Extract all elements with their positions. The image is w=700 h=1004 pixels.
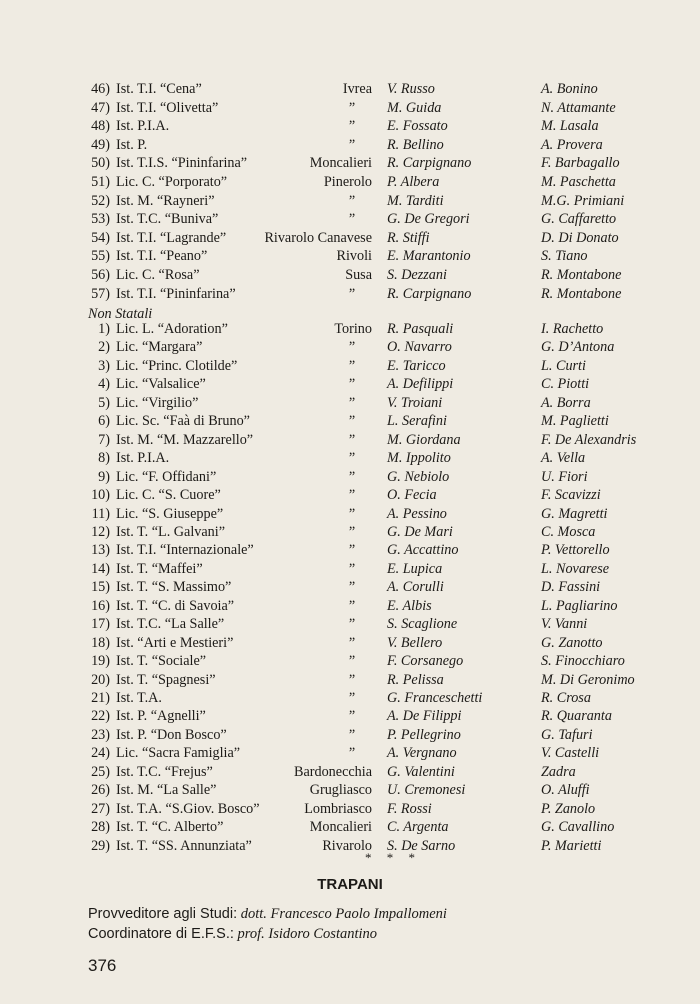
city-name: Rivoli bbox=[336, 248, 372, 265]
section-title: TRAPANI bbox=[317, 876, 383, 893]
person-name-second-column: M. Paschetta bbox=[541, 174, 616, 190]
person-name-second-column: V. Castelli bbox=[541, 745, 600, 762]
city-ditto-mark: ” bbox=[348, 671, 356, 688]
person-name-second-column: D. Di Donato bbox=[541, 229, 619, 246]
school-name: Ist. T.I. “Pininfarina” bbox=[116, 285, 236, 302]
section-separator: * * * bbox=[365, 850, 421, 865]
coordinatore-label: Coordinatore di E.F.S.: bbox=[88, 926, 234, 942]
row-number: 21) bbox=[91, 690, 110, 706]
person-name-first-column: G. De Gregori bbox=[387, 211, 470, 228]
person-name-first-column: V. Troiani bbox=[387, 394, 443, 411]
school-name: Ist. T.A. “S.Giov. Bosco” bbox=[116, 800, 260, 817]
table-row bbox=[0, 247, 700, 265]
school-name: Lic. “Sacra Famiglia” bbox=[116, 745, 241, 762]
row-number: 3) bbox=[98, 357, 110, 374]
person-name-first-column: A. Vergnano bbox=[387, 745, 457, 762]
person-name-second-column: L. Pagliarino bbox=[541, 597, 618, 614]
city-ditto-mark: ” bbox=[348, 376, 356, 393]
person-name-first-column: G. Valentini bbox=[387, 763, 455, 780]
row-number: 22) bbox=[91, 708, 110, 725]
city-ditto-mark: ” bbox=[348, 211, 356, 228]
table-row bbox=[0, 763, 700, 781]
school-name: Lic. Sc. “Faà di Bruno” bbox=[116, 413, 250, 430]
city-ditto-mark: ” bbox=[348, 690, 356, 706]
school-name: Ist. T. “S. Massimo” bbox=[116, 579, 232, 596]
person-name-first-column: E. Marantonio bbox=[387, 248, 471, 265]
person-name-first-column: E. Albis bbox=[387, 597, 432, 614]
city-ditto-mark: ” bbox=[348, 468, 356, 485]
city-ditto-mark: ” bbox=[348, 394, 356, 411]
school-name: Ist. T. “SS. Annunziata” bbox=[116, 837, 252, 854]
person-name-first-column: C. Argenta bbox=[387, 819, 449, 836]
city-ditto-mark: ” bbox=[348, 450, 356, 467]
row-number: 26) bbox=[91, 782, 110, 799]
school-name: Ist. P. “Agnelli” bbox=[116, 708, 206, 725]
person-name-first-column: F. Rossi bbox=[387, 800, 432, 817]
person-name-first-column: E. Fossato bbox=[387, 118, 448, 135]
school-name: Ist. T.I.S. “Pininfarina” bbox=[116, 155, 248, 172]
city-ditto-mark: ” bbox=[348, 726, 356, 743]
city-name: Moncalieri bbox=[309, 819, 372, 836]
person-name-second-column: V. Vanni bbox=[541, 616, 588, 633]
row-number: 52) bbox=[91, 192, 110, 209]
city-name: Rivarolo Canavese bbox=[264, 229, 372, 246]
person-name-second-column: F. Scavizzi bbox=[541, 487, 601, 504]
table-row bbox=[0, 117, 700, 135]
school-name: Lic. “Princ. Clotilde” bbox=[116, 357, 238, 374]
row-number: 13) bbox=[91, 542, 110, 559]
row-number: 4) bbox=[98, 376, 110, 393]
person-name-second-column: Zadra bbox=[541, 763, 576, 780]
school-name: Ist. T.C. “Frejus” bbox=[116, 763, 213, 780]
person-name-second-column: M. Lasala bbox=[541, 118, 599, 135]
table-row bbox=[0, 375, 700, 393]
page-number: 376 bbox=[88, 956, 117, 975]
row-number: 20) bbox=[91, 671, 110, 688]
person-name-second-column: G. Cavallino bbox=[541, 819, 615, 836]
person-name-first-column: O. Fecia bbox=[387, 487, 437, 504]
row-number: 5) bbox=[98, 394, 110, 411]
table-row bbox=[0, 689, 700, 707]
person-name-first-column: S. Scaglione bbox=[387, 616, 458, 633]
person-name-second-column: G. Tafuri bbox=[541, 726, 593, 743]
row-number: 46) bbox=[91, 81, 110, 97]
person-name-second-column: N. Attamante bbox=[541, 99, 616, 116]
person-name-second-column: A. Vella bbox=[541, 450, 586, 467]
person-name-second-column: P. Vettorello bbox=[541, 542, 610, 559]
person-name-first-column: V. Russo bbox=[387, 81, 435, 97]
table-row bbox=[0, 726, 700, 744]
person-name-second-column: F. De Alexandris bbox=[541, 431, 637, 448]
city-ditto-mark: ” bbox=[348, 487, 356, 504]
city-ditto-mark: ” bbox=[348, 560, 356, 577]
school-name: Lic. C. “Porporato” bbox=[116, 174, 228, 190]
school-name: Lic. L. “Adoration” bbox=[116, 321, 228, 337]
row-number: 10) bbox=[91, 487, 110, 504]
person-name-first-column: U. Cremonesi bbox=[387, 782, 466, 799]
city-ditto-mark: ” bbox=[348, 708, 356, 725]
city-name: Lombriasco bbox=[304, 800, 372, 817]
row-number: 48) bbox=[91, 118, 110, 135]
table-row bbox=[0, 99, 700, 117]
school-name: Ist. T.I. “Cena” bbox=[116, 81, 202, 97]
row-number: 15) bbox=[91, 579, 110, 596]
city-ditto-mark: ” bbox=[348, 339, 356, 356]
school-name: Ist. T.I. “Internazionale” bbox=[116, 542, 254, 559]
row-number: 23) bbox=[91, 726, 110, 743]
table-row bbox=[0, 80, 700, 98]
person-name-first-column: G. Nebiolo bbox=[387, 468, 450, 485]
table-row bbox=[0, 744, 700, 762]
city-name: Bardonecchia bbox=[294, 763, 372, 780]
person-name-second-column: G. Zanotto bbox=[541, 634, 603, 651]
table-row bbox=[0, 597, 700, 615]
city-name: Moncalieri bbox=[309, 155, 372, 172]
school-name: Ist. T. “C. di Savoia” bbox=[116, 597, 235, 614]
row-number: 57) bbox=[91, 285, 110, 302]
table-row bbox=[0, 154, 700, 172]
school-name: Ist. M. “Rayneri” bbox=[116, 192, 215, 209]
city-name: Torino bbox=[334, 321, 372, 337]
provveditore-label: Provveditore agli Studi: bbox=[88, 906, 238, 922]
city-ditto-mark: ” bbox=[348, 597, 356, 614]
table-row bbox=[0, 229, 700, 247]
person-name-first-column: G. De Mari bbox=[387, 523, 453, 540]
person-name-second-column: U. Fiori bbox=[541, 468, 588, 485]
person-name-first-column: M. Tarditi bbox=[387, 192, 444, 209]
person-name-second-column: R. Montabone bbox=[541, 267, 622, 283]
school-name: Lic. “Margara” bbox=[116, 339, 203, 356]
table-row bbox=[0, 266, 700, 284]
row-number: 24) bbox=[91, 745, 110, 762]
school-name: Ist. P. bbox=[116, 136, 148, 153]
row-number: 55) bbox=[91, 248, 110, 265]
row-number: 56) bbox=[91, 267, 110, 283]
city-ditto-mark: ” bbox=[348, 99, 356, 116]
table-row bbox=[0, 541, 700, 559]
school-name: Ist. “Arti e Mestieri” bbox=[116, 634, 234, 651]
person-name-first-column: S. Dezzani bbox=[387, 267, 447, 283]
school-name: Ist. T. “Maffei” bbox=[116, 560, 203, 577]
school-name: Ist. T.C. “Buniva” bbox=[116, 211, 219, 228]
row-number: 25) bbox=[91, 763, 110, 780]
row-number: 29) bbox=[91, 837, 110, 854]
person-name-second-column: M.G. Primiani bbox=[541, 192, 625, 209]
row-number: 7) bbox=[98, 431, 110, 448]
city-name: Ivrea bbox=[342, 81, 372, 97]
person-name-first-column: P. Albera bbox=[387, 174, 440, 190]
table-row bbox=[0, 412, 700, 430]
table-row bbox=[0, 818, 700, 836]
table-row bbox=[0, 560, 700, 578]
table-row bbox=[0, 210, 700, 228]
table-row bbox=[0, 671, 700, 689]
row-number: 51) bbox=[91, 174, 110, 190]
table-row bbox=[0, 285, 700, 303]
person-name-first-column: R. Stiffi bbox=[387, 229, 430, 246]
table-row bbox=[0, 173, 700, 191]
person-name-first-column: A. Defilippi bbox=[387, 376, 454, 393]
person-name-second-column: L. Novarese bbox=[541, 560, 610, 577]
row-number: 6) bbox=[98, 413, 110, 430]
school-name: Ist. T.I. “Olivetta” bbox=[116, 99, 219, 116]
table-row bbox=[0, 800, 700, 818]
school-name: Ist. T.A. bbox=[116, 690, 162, 706]
person-name-second-column: L. Curti bbox=[541, 357, 586, 374]
school-name: Ist. P.I.A. bbox=[116, 450, 170, 467]
person-name-second-column: S. Finocchiaro bbox=[541, 653, 625, 670]
city-name: Susa bbox=[345, 267, 372, 283]
person-name-first-column: S. De Sarno bbox=[387, 837, 456, 854]
table-row bbox=[0, 136, 700, 154]
table-row bbox=[0, 431, 700, 449]
person-name-first-column: L. Serafini bbox=[387, 413, 447, 430]
school-name: Ist. T.I. “Lagrande” bbox=[116, 229, 227, 246]
city-ditto-mark: ” bbox=[348, 542, 356, 559]
city-ditto-mark: ” bbox=[348, 579, 356, 596]
school-name: Lic. “F. Offidani” bbox=[116, 468, 217, 485]
table-row bbox=[0, 523, 700, 541]
city-name: Rivarolo bbox=[322, 837, 372, 854]
city-ditto-mark: ” bbox=[348, 285, 356, 302]
person-name-second-column: A. Borra bbox=[541, 394, 591, 411]
city-ditto-mark: ” bbox=[348, 136, 356, 153]
school-name: Lic. “Virgilio” bbox=[116, 394, 199, 411]
table-row bbox=[0, 634, 700, 652]
school-name: Lic. C. “S. Cuore” bbox=[116, 487, 221, 504]
person-name-first-column: M. Ippolito bbox=[387, 450, 451, 467]
row-number: 19) bbox=[91, 653, 110, 670]
row-number: 27) bbox=[91, 800, 110, 817]
coordinatore-value: prof. Isidoro Costantino bbox=[237, 926, 378, 942]
row-number: 16) bbox=[91, 597, 110, 614]
school-name: Ist. P.I.A. bbox=[116, 118, 170, 135]
person-name-first-column: M. Guida bbox=[387, 99, 442, 116]
table-row bbox=[0, 468, 700, 486]
person-name-first-column: G. Franceschetti bbox=[387, 690, 483, 706]
city-ditto-mark: ” bbox=[348, 505, 356, 522]
person-name-second-column: D. Fassini bbox=[541, 579, 601, 596]
person-name-first-column: M. Giordana bbox=[387, 431, 461, 448]
city-ditto-mark: ” bbox=[348, 357, 356, 374]
city-ditto-mark: ” bbox=[348, 118, 356, 135]
person-name-first-column: O. Navarro bbox=[387, 339, 452, 356]
person-name-second-column: C. Piotti bbox=[541, 376, 590, 393]
table-row bbox=[0, 781, 700, 799]
table-row bbox=[0, 357, 700, 375]
person-name-first-column: R. Carpignano bbox=[387, 155, 472, 172]
person-name-second-column: R. Quaranta bbox=[541, 708, 612, 725]
row-number: 54) bbox=[91, 229, 110, 246]
table-row bbox=[0, 707, 700, 725]
non-statali-heading: Non Statali bbox=[88, 306, 153, 322]
person-name-first-column: R. Pasquali bbox=[387, 321, 454, 337]
person-name-first-column: P. Pellegrino bbox=[387, 726, 461, 743]
table-row bbox=[0, 578, 700, 596]
city-ditto-mark: ” bbox=[348, 431, 356, 448]
school-name: Ist. T. “L. Galvani” bbox=[116, 523, 225, 540]
person-name-second-column: G. Caffaretto bbox=[541, 211, 617, 228]
person-name-first-column: E. Lupica bbox=[387, 560, 443, 577]
person-name-first-column: A. De Filippi bbox=[387, 708, 462, 725]
person-name-second-column: P. Marietti bbox=[541, 837, 602, 854]
person-name-second-column: G. D’Antona bbox=[541, 339, 615, 356]
city-name: Grugliasco bbox=[309, 782, 372, 799]
person-name-second-column: O. Aluffi bbox=[541, 782, 590, 799]
person-name-second-column: A. Bonino bbox=[541, 81, 598, 97]
person-name-first-column: A. Corulli bbox=[387, 579, 444, 596]
row-number: 17) bbox=[91, 616, 110, 633]
school-name: Ist. T. “C. Alberto” bbox=[116, 819, 224, 836]
row-number: 12) bbox=[91, 523, 110, 540]
school-name: Ist. T. “Sociale” bbox=[116, 653, 207, 670]
person-name-second-column: C. Mosca bbox=[541, 523, 596, 540]
city-ditto-mark: ” bbox=[348, 616, 356, 633]
school-name: Ist. T.I. “Peano” bbox=[116, 248, 208, 265]
row-number: 11) bbox=[91, 505, 110, 522]
city-ditto-mark: ” bbox=[348, 523, 356, 540]
person-name-first-column: V. Bellero bbox=[387, 634, 443, 651]
person-name-first-column: R. Carpignano bbox=[387, 285, 472, 302]
city-ditto-mark: ” bbox=[348, 653, 356, 670]
person-name-second-column: I. Rachetto bbox=[541, 321, 604, 337]
person-name-first-column: G. Accattino bbox=[387, 542, 459, 559]
row-number: 28) bbox=[91, 819, 110, 836]
person-name-first-column: R. Bellino bbox=[387, 136, 444, 153]
table-row bbox=[0, 615, 700, 633]
person-name-second-column: P. Zanolo bbox=[541, 800, 596, 817]
person-name-first-column: A. Pessino bbox=[387, 505, 447, 522]
person-name-second-column: M. Paglietti bbox=[541, 413, 609, 430]
table-row bbox=[0, 486, 700, 504]
person-name-second-column: A. Provera bbox=[541, 136, 603, 153]
table-row bbox=[0, 837, 700, 855]
school-name: Ist. M. “M. Mazzarello” bbox=[116, 431, 254, 448]
table-row bbox=[0, 505, 700, 523]
school-name: Ist. P. “Don Bosco” bbox=[116, 726, 227, 743]
provveditore-value: dott. Francesco Paolo Impallomeni bbox=[240, 906, 447, 922]
school-name: Lic. C. “Rosa” bbox=[116, 267, 200, 283]
person-name-second-column: F. Barbagallo bbox=[541, 155, 620, 172]
school-name: Ist. T. “Spagnesi” bbox=[116, 671, 216, 688]
person-name-second-column: R. Crosa bbox=[541, 690, 591, 706]
city-ditto-mark: ” bbox=[348, 413, 356, 430]
person-name-second-column: G. Magretti bbox=[541, 505, 608, 522]
row-number: 49) bbox=[91, 136, 110, 153]
row-number: 53) bbox=[91, 211, 110, 228]
row-number: 8) bbox=[98, 450, 110, 467]
person-name-second-column: M. Di Geronimo bbox=[541, 671, 635, 688]
table-row bbox=[0, 338, 700, 356]
coordinatore-line bbox=[88, 926, 377, 943]
person-name-first-column: F. Corsanego bbox=[387, 653, 464, 670]
person-name-second-column: S. Tiano bbox=[541, 248, 588, 265]
table-row bbox=[0, 449, 700, 467]
row-number: 50) bbox=[91, 155, 110, 172]
school-name: Lic. “S. Giuseppe” bbox=[116, 505, 224, 522]
city-ditto-mark: ” bbox=[348, 192, 356, 209]
row-number: 47) bbox=[91, 99, 110, 116]
school-name: Ist. M. “La Salle” bbox=[116, 782, 217, 799]
row-number: 2) bbox=[98, 339, 110, 356]
table-row bbox=[0, 652, 700, 670]
table-row bbox=[0, 192, 700, 210]
school-name: Lic. “Valsalice” bbox=[116, 376, 206, 393]
school-name: Ist. T.C. “La Salle” bbox=[116, 616, 225, 633]
row-number: 18) bbox=[91, 634, 110, 651]
row-number: 1) bbox=[98, 321, 110, 337]
table-row bbox=[0, 394, 700, 412]
person-name-second-column: R. Montabone bbox=[541, 285, 622, 302]
row-number: 9) bbox=[98, 468, 110, 485]
city-ditto-mark: ” bbox=[348, 745, 356, 762]
provveditore-line bbox=[88, 906, 447, 923]
person-name-first-column: R. Pelissa bbox=[387, 671, 444, 688]
person-name-first-column: E. Taricco bbox=[387, 357, 446, 374]
row-number: 14) bbox=[91, 560, 110, 577]
city-ditto-mark: ” bbox=[348, 634, 356, 651]
city-name: Pinerolo bbox=[323, 174, 372, 190]
